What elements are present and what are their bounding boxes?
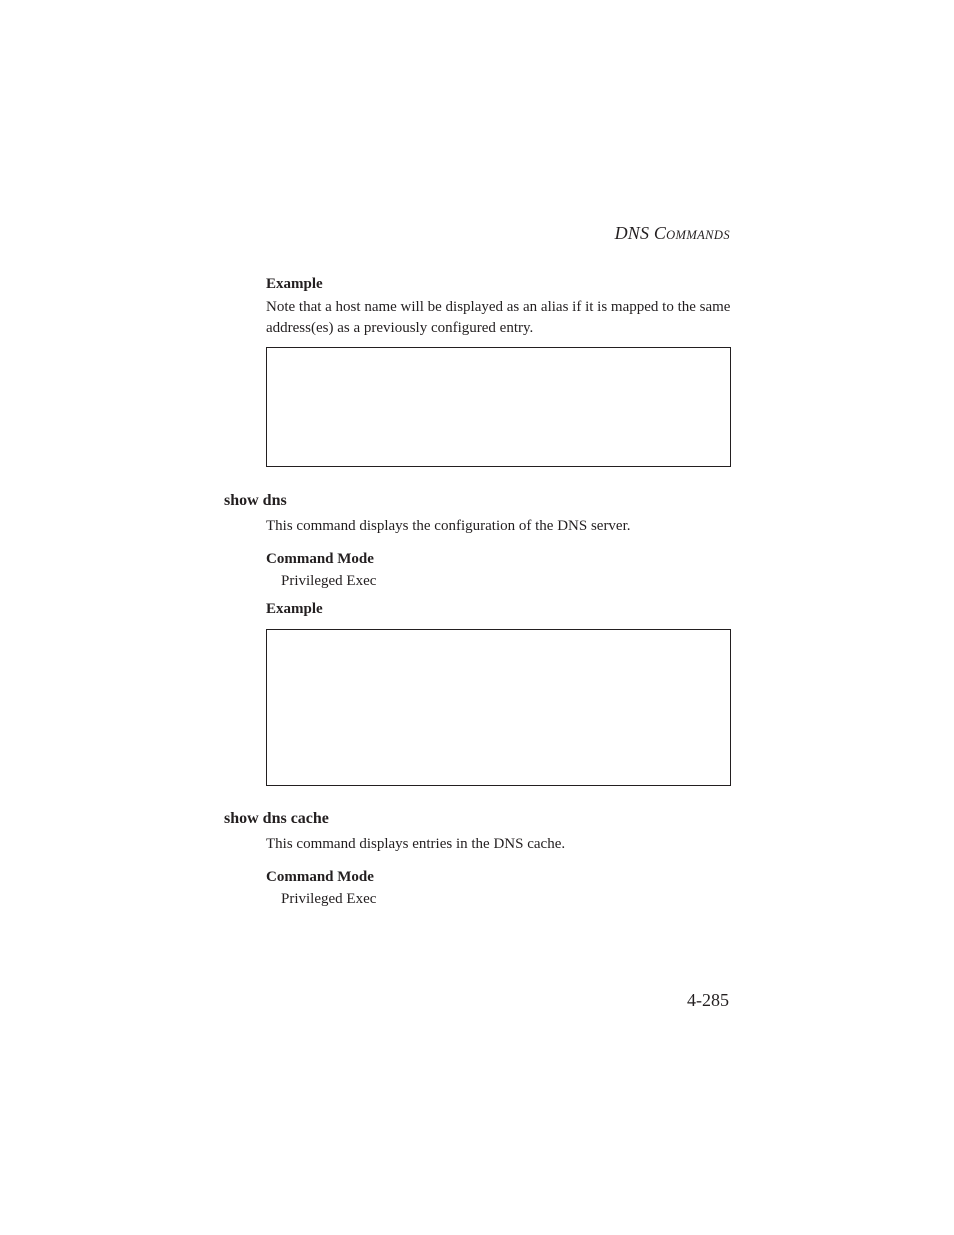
page-number: 4-285	[687, 990, 729, 1010]
command-heading-show-dns-cache: show dns cache	[224, 810, 329, 827]
show-dns-cache-command-mode-value: Privileged Exec	[281, 891, 377, 907]
example-label: Example	[266, 276, 323, 292]
show-dns-cache-description: This command displays entries in the DNS cache.	[266, 836, 566, 852]
show-dns-command-mode-value: Privileged Exec	[281, 573, 377, 589]
example-note: Note that a host name will be displayed as an alias if it is mapped to the same address(es) as a previously configured entry.	[266, 299, 731, 336]
show-dns-example-label: Example	[266, 601, 323, 617]
running-head	[615, 223, 730, 244]
show-dns-code-box	[266, 629, 731, 786]
show-dns-description: This command displays the configuration of the DNS server.	[266, 518, 631, 534]
show-dns-cache-command-mode-label: Command Mode	[266, 869, 374, 885]
command-heading-show-dns: show dns	[224, 492, 287, 509]
running-head-small-caps: OMMANDS	[666, 228, 730, 242]
running-head-prefix: DNS C	[614, 223, 667, 243]
show-dns-command-mode-label: Command Mode	[266, 551, 374, 567]
code-example-box	[266, 347, 731, 467]
